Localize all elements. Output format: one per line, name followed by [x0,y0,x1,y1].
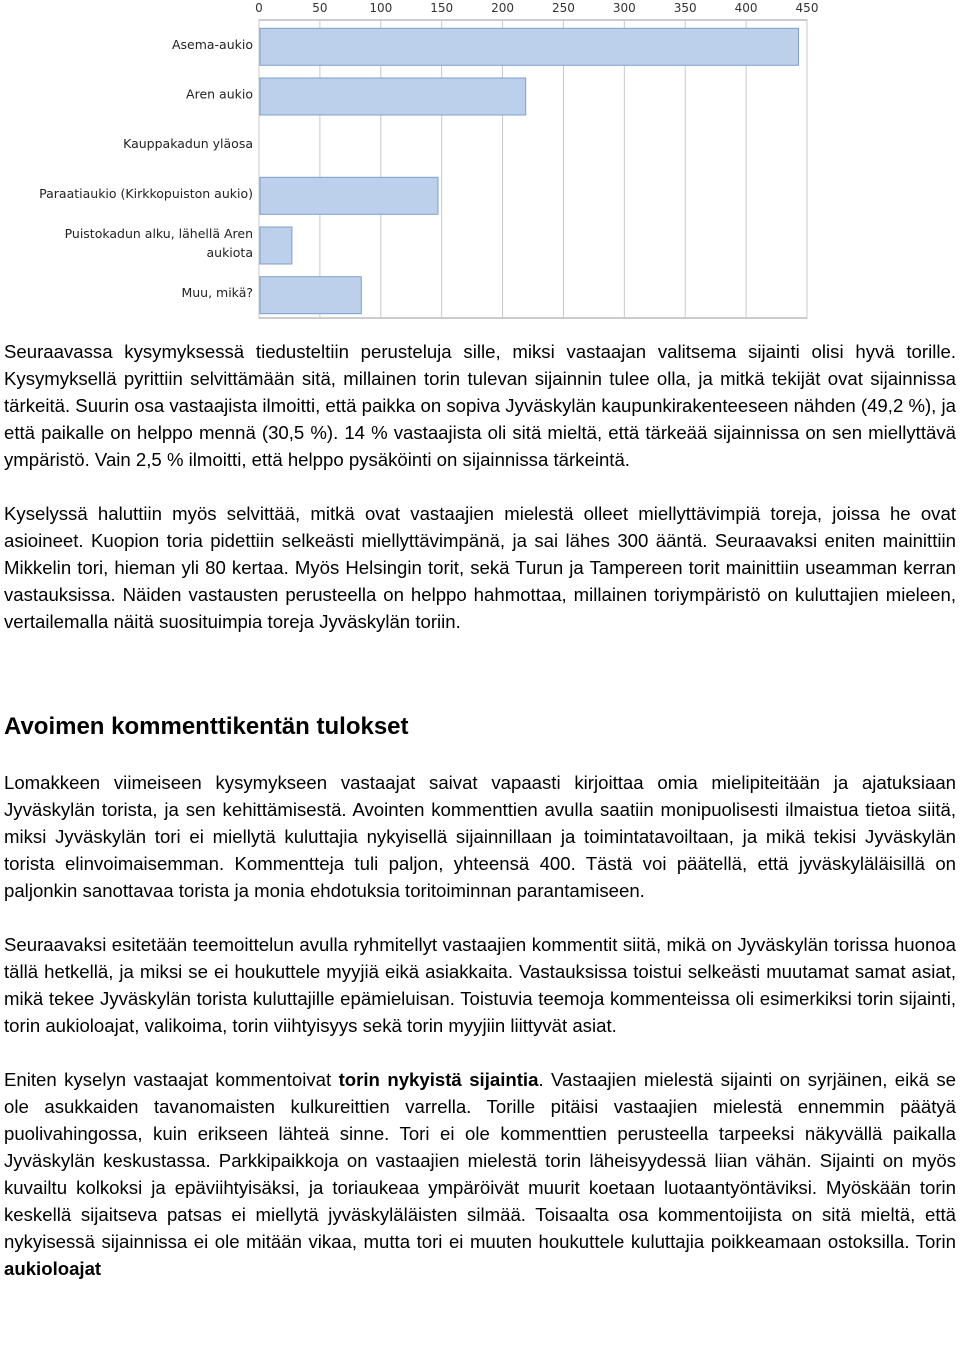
bar [260,277,361,314]
x-tick-label: 400 [734,1,758,15]
x-tick-labels [255,1,818,15]
text-run: . Vastaajien mielestä sijainti on syrjäinen, eikä se ole asukkaiden tavanomaisten kulkureittien varrella. Torille pitäisi vastaajien mielestä ennemmin päätyä puolivahingossa, kuin erikseen lähteä sinne. Tori ei ole kommenttien perusteella tarpeeksi näkyvällä paikalla Jyväskylän keskustassa. Parkkipaikkoja on vastaajien mielestä torin läheisyydessä liian vähän. Sijainti on myös kuvailtu kolkoksi ja epäviihtyisäksi, ja toriaukeaa ympäröivät muurit koetaan luotaantyöntäviksi. Myöskään torin keskellä sijaitseva patsas ei miellytä jyväskyläläisten silmää. Toisaalta osa kommentoijista on sitä mieltä, että nykyisessä sijainnissa ei ole mitään vikaa, mutta tori ei muuten houkuttele kuluttajia poikkeamaan ostoksilla. Torin [4,1069,956,1252]
category-label: Muu, mikä? [181,285,253,301]
body-section-1 [4,338,956,662]
x-tick-label: 150 [430,1,454,15]
x-tick-label: 350 [673,1,697,15]
bold-run: torin nykyistä sijaintia [338,1069,539,1090]
bar [260,28,799,65]
category-label: Paraatiaukio (Kirkkopuiston aukio) [39,185,253,201]
category-label: Asema-aukio [171,36,253,52]
text-run: Eniten kyselyn vastaajat kommentoivat [4,1069,339,1090]
x-tick-label: 100 [369,1,393,15]
bar [260,78,526,115]
paragraph: Kyselyssä haluttiin myös selvittää, mitkä ovat vastaajien mielestä olleet miellyttävimpiä toreja, joissa he ovat asioineet. Kuopion toria pidettiin selkeästi miellyttävimpänä, ja sai lähes 300 ääntä. Seuraavaksi eniten mainittiin Mikkelin tori, hieman yli 80 kertaa. Myös Helsingin torit, sekä Turun ja Tampereen torit mainittiin useamman kerran vastauksissa. Näiden vastausten perusteella on helppo hahmottaa, millainen toriympäristö on kuluttajien mieleen, vertailemalla näitä suosituimpia toreja Jyväskylän toriin. [4,503,956,632]
paragraph: Lomakkeen viimeiseen kysymykseen vastaajat saivat vapaasti kirjoittaa omia mielipiteitään ja ajatuksiaan Jyväskylän torista, ja sen kehittämisestä. Avointen kommenttien avulla saatiin monipuolisesti ilmaistua tietoa siitä, miksi Jyväskylän tori ei miellytä kuluttajia nykyisellä sijainnillaan ja toimintatavoiltaan, ja mikä tekisi Jyväskylän torista elinvoimaisemman. Kommentteja tuli paljon, yhteensä 400. Tästä voi päätellä, että jyväskyläläisillä on paljonkin sanottavaa torista ja monia ehdotuksia toritoiminnan parantamiseen. [4,772,956,901]
category-label: Aren aukio [186,86,253,102]
bar [260,227,292,264]
paragraph [4,1066,956,1282]
x-tick-label: 200 [491,1,515,15]
category-label: Puistokadun alku, lähellä Aren [64,226,253,241]
bar-chart [0,0,960,322]
x-tick-label: 450 [795,1,819,15]
category-label: Kauppakadun yläosa [123,136,253,152]
x-tick-label: 250 [551,1,575,15]
paragraph: Seuraavaksi esitetään teemoittelun avulla ryhmitellyt vastaajien kommentit siitä, mikä on Jyväskylän torissa huonoa tällä hetkellä, ja miksi se ei houkuttele myyjiä eikä asiakkaita. Vastauksissa toistui selkeästi muutamat samat asiat, mikä tekee Jyväskylän torista kuluttajille epämieluisan. Toistuvia teemoja kommenteissa oli esimerkiksi torin sijainti, torin aukioloajat, valikoima, torin viihtyisyys sekä torin myyjiin liittyvät asiat. [4,934,956,1036]
section-heading-wrapper [4,712,956,766]
section-heading: Avoimen kommenttikentän tulokset [4,713,409,740]
x-tick-label: 0 [255,1,263,15]
x-tick-label: 50 [312,1,328,15]
category-labels [39,37,253,300]
paragraph: Seuraavassa kysymyksessä tiedusteltiin perusteluja sille, miksi vastaajan valitsema sijainti olisi hyvä torille. Kysymyksellä pyrittiin selvittämään sitä, millainen torin tulevan sijainnin tulee olla, ja mitkä tekijät ovat sijainnissa tärkeitä. Suurin osa vastaajista ilmoitti, että paikka on sopiva Jyväskylän kaupunkirakenteeseen nähden (49,2 %), ja että paikalle on helppo mennä (30,5 %). 14 % vastaajista oli sitä mieltä, että tärkeää sijainnissa on sen miellyttävä ympäristö. Vain 2,5 % ilmoitti, että helppo pysäköinti on sijainnissa tärkeintä. [4,341,956,470]
bar [260,177,438,214]
category-label: aukiota [206,245,253,260]
x-tick-label: 300 [612,1,636,15]
bold-run: aukioloajat [4,1258,102,1279]
body-section-2 [4,769,956,1309]
